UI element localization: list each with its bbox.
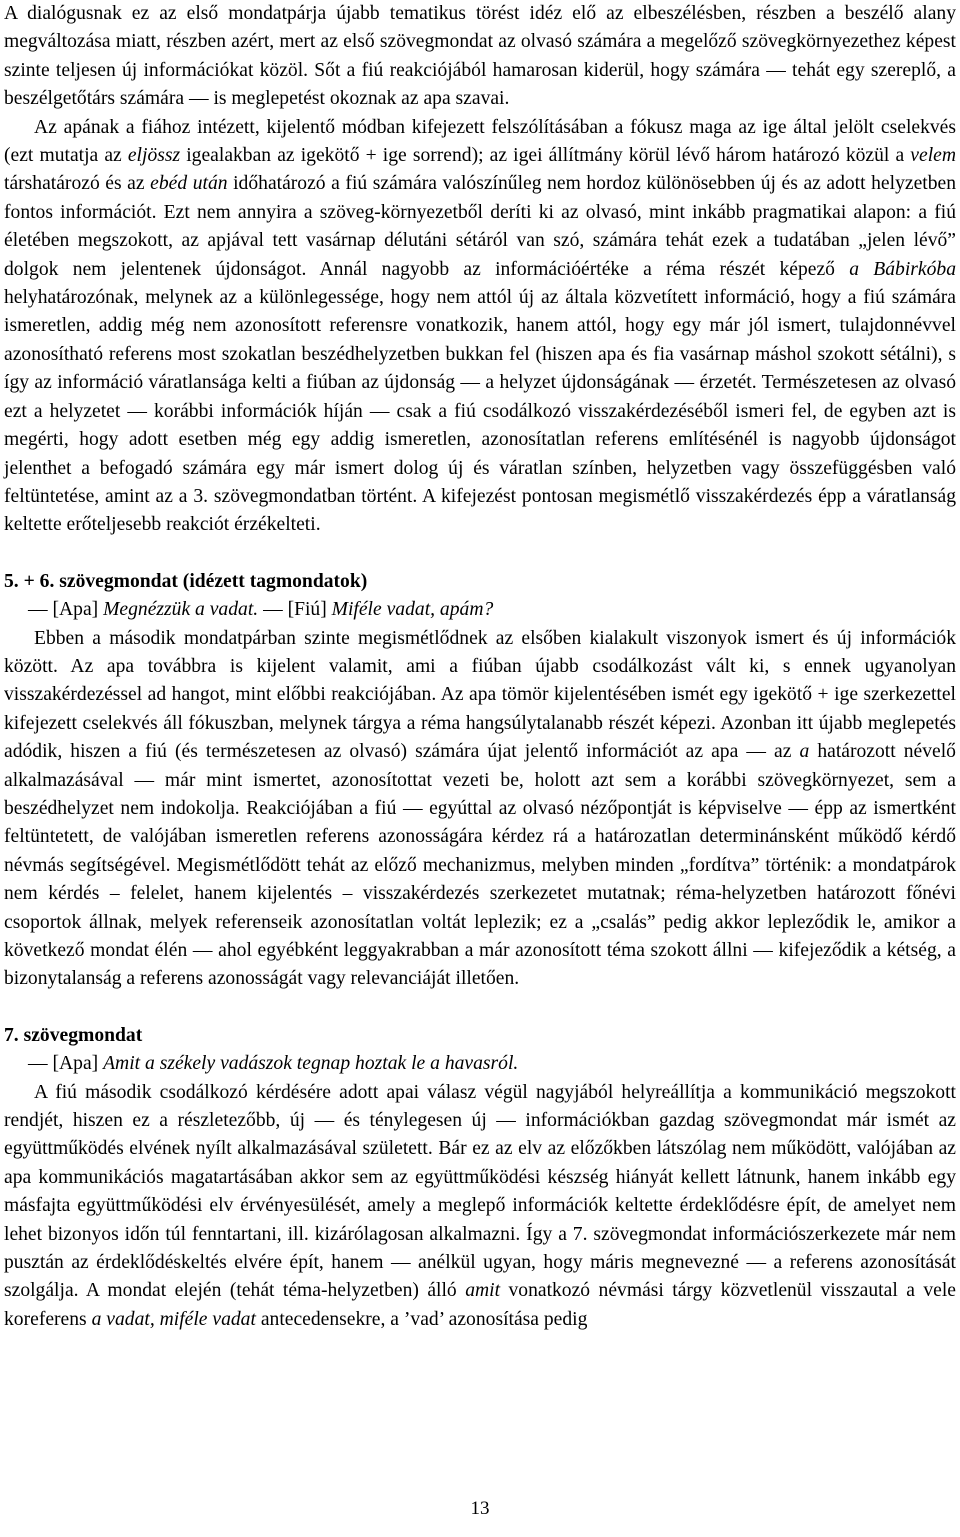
paragraph-4: [4, 1079, 956, 1335]
paragraph-3-text-a: Ebben a második mondatpárban szinte megismétlődnek az elsőben kialakult viszonyok ismert és új információk között. Az apa továbbra is kijelent valamit, ami a fiúban újabb csodálkozást vált ki, s ennek ugyanolyan visszakérdezéssel ad hangot, mint előbbi reakciójában. Az apa tömör kijelentésében ismét egy igekötő + ige szerkezettel kifejezett cselekvés áll fókuszban, melynek tárgya a réma hangsúlytalanabb részét képezi. Azonban itt újabb meglepetés adódik, hiszen a fiú (és természetesen az olvasó) számára újat jelentő információt az apa — az: [4, 627, 956, 763]
paragraph-2-italic-velem: velem: [910, 145, 956, 167]
quote-5-6-apa-line: Megnézzük a vadat.: [103, 599, 259, 621]
quote-7-speaker-apa: — [Apa]: [28, 1053, 104, 1075]
paragraph-2: [4, 114, 956, 540]
paragraph-4-text-a: A fiú második csodálkozó kérdésére adott apai válasz végül nagyjából helyreállítja a kommunikáció megszokott rendjét, hiszen ez a részletezőbb, új — és ténylegesen új — információkban gazdag szövegmondat már ismét az együttműködés elvének nyílt alkalmazásával született. Bár ez az elv az előzőkben látszólag nem működött, valójában az apa kommunikációs magatartásában akkor sem az együttműködési készség hiányát kellett látnunk, hanem inkább egy másfajta együttműködési elv érvényesülését, amely a meglepő információk keltette érdeklődésre épít, de amelyet nem lehet bizonyos időn túl fenntartani, ill. kizárólagosan alkalmazni. Így a 7. szövegmondat információszerkezete már nem pusztán az érdeklődéskeltés elvére épít, hanem — anélkül ugyan, hogy máris megnevezné — a referens azonosítását szolgálja. A mondat elején (tehát téma-helyzetben) álló: [4, 1081, 956, 1302]
section-heading-5-6: 5. + 6. szövegmondat (idézett tagmondatok): [4, 570, 368, 592]
paragraph-2-text-b: igealakban az igekötő + ige sorrend); az igei állítmány körül lévő három határozó közül a: [180, 145, 911, 167]
quote-5-6-fiu-line: Miféle vadat, apám?: [331, 599, 494, 621]
paragraph-4-text-b: vonatkozó névmási tárgy közvetlenül visszautal a vele koreferens: [4, 1280, 956, 1330]
paragraph-2-text-a: Az apának a fiához intézett, kijelentő módban kifejezett felszólításában a fókusz maga az ige által jelölt cselekvés (ezt mutatja az: [4, 116, 956, 167]
quote-5-6-speaker-fiu: — [Fiú]: [258, 599, 332, 621]
paragraph-2-text-d: időhatározó a fiú számára valószínűleg nem hordoz különösebben új és az adott helyzetben fontos információt. Ezt nem annyira a szöveg-környezetből deríti ki az olvasó, mint inkább pragmatikai alapon: a fiú életében megszokott, az apjával tett vasárnap délutáni sétáról van szó, számára tehát ezek a tudatában „jelen lévő” dolgok nem jelentenek újdonságot. Annál nagyobb az információértéke a réma részét képező: [4, 173, 956, 280]
spacer: [4, 994, 956, 1022]
section-heading-7: 7. szövegmondat: [4, 1024, 143, 1046]
paragraph-3-text-b: határozott névelő alkalmazásával — már mint ismertet, azonosítottat vezeti be, holott azt sem a korábbi szövegkörnyezet, sem a beszédhelyzet nem indokolja. Reakciójában a fiú — egyúttal az olvasó nézőpontját is képviselve — épp az ismertként feltüntetett, de valójában ismeretlen referens azonosságára kérdez rá a határozatlan determinánsként működő kérdő névmás segítségével. Megismétlődött tehát az előző mechanizmus, melyben minden „fordítva” történik: a mondatpárok nem kérdés – felelet, hanem kijelentés – visszakérdezés szerkezetet mutatnak; réma-helyzetben határozott főnévi csoportok állnak, melyek referenseik azonosítatlan voltát leplezik; ez a „csalás” pedig akkor lepleződik le, amikor a következő mondat élén — ahol egyébként leggyakrabban a már azonosított téma szokott állni — kifejeződik a kétség, a bizonytalanság a referens azonosságát vagy relevanciáját illetően.: [4, 741, 956, 990]
page-number: 13: [470, 1498, 490, 1519]
spacer: [4, 540, 956, 568]
paragraph-1: [4, 0, 956, 114]
paragraph-2-text-e: helyhatározónak, melynek az a különlegessége, hogy nem attól új az általa közvetített információ, hogy a fiú számára ismeretlen, addig még nem azonosított referensre vonatkozik, hanem attól, hogy egy már jól ismert, tulajdonnévvel azonosítható referens most szokatlan beszédhelyzetben bukkan fel (hiszen apa és fia vasárnap máshol szokott sétálni), s így az információ váratlansága kelti a fiúban az újdonság — a helyzet újdonságának — érzetét. Természetesen az olvasó ezt a helyzetet — korábbi információk híján — csak a fiú csodálkozó visszakérdezéséből ismeri fel, de egyben azt is megérti, hogy adott esetben még egy addig ismeretlen, azonosítatlan referens említésénél is nagyobb újdonságot jelenthet a befogadó számára egy már ismert dolog új és váratlan színben, helyzetben vagy összefüggésben való feltüntetése, amint az a 3. szövegmondatban történt. A kifejezést pontosan megismétlő visszakérdezés épp a váratlanság keltette erőteljesebb reakciót érzékelteti.: [4, 287, 956, 536]
quote-7-apa-line: Amit a székely vadászok tegnap hoztak le a havasról.: [103, 1053, 519, 1075]
paragraph-2-italic-ebed-utan: ebéd után: [150, 173, 228, 195]
paragraph-1-text: A dialógusnak ez az első mondatpárja újabb tematikus törést idéz elő az elbeszélésben, részben a beszélő alany megváltozása miatt, részben azért, mert az első szövegmondat az olvasó számára a megelőző szövegkörnyezethez képest szinte teljesen új információkat közöl. Sőt a fiú reakciójából hamarosan kiderül, hogy számára — tehát egy szereplő, a beszélgetőtárs számára — is meglepetést okoznak az apa szavai.: [4, 3, 956, 110]
paragraph-4-text-c: antecedensekre, a ’vad’ azonosítása pedig: [255, 1308, 588, 1330]
quote-7: [4, 1050, 956, 1078]
paragraph-4-italic-vadat: a vadat, miféle vadat: [91, 1308, 256, 1330]
paragraph-2-text-c: társhatározó és az: [4, 173, 151, 195]
quote-5-6-speaker-apa: — [Apa]: [28, 599, 104, 621]
quote-5-6: [4, 596, 956, 624]
document-page: [4, 0, 956, 1334]
paragraph-4-italic-amit: amit: [465, 1280, 501, 1302]
paragraph-2-italic-babirkoba: a Bábirkóba: [849, 258, 956, 280]
paragraph-3-italic-a: a: [799, 741, 810, 763]
paragraph-3: [4, 625, 956, 994]
paragraph-2-italic-eljossz: eljössz: [127, 145, 181, 167]
